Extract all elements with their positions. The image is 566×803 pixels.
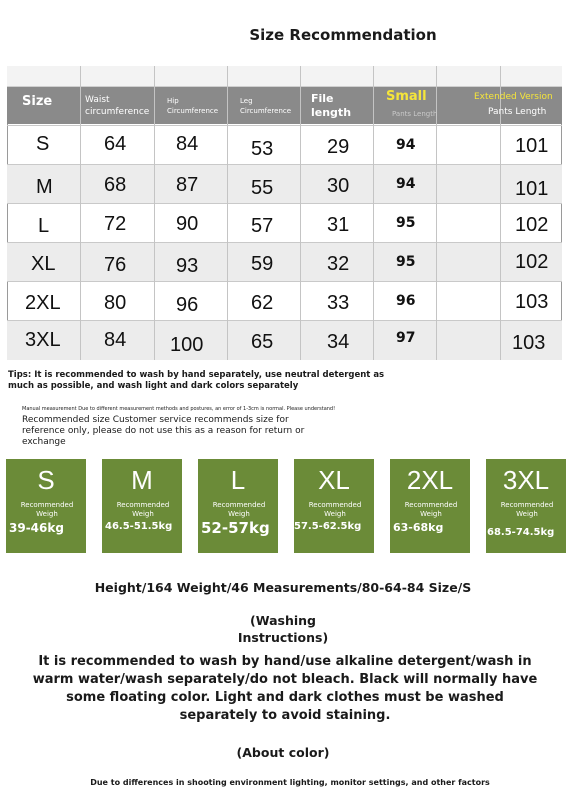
cell-hip: 84	[176, 133, 199, 155]
cell-small: 94	[396, 176, 416, 192]
cell-size: XL	[31, 253, 56, 275]
card-size: 2XL	[406, 465, 454, 495]
card-label: Recommended Weigh	[116, 501, 170, 518]
header-size: Size	[22, 94, 53, 109]
cell-leg: 53	[251, 138, 274, 160]
cell-extended: 103	[512, 332, 546, 354]
card-label: Recommended Weigh	[500, 501, 554, 518]
cell-waist: 68	[104, 174, 127, 196]
cell-hip: 87	[176, 174, 199, 196]
table-row	[7, 242, 562, 281]
card-size: 3XL	[502, 465, 550, 495]
cell-leg: 55	[251, 177, 274, 199]
card-size: M	[131, 465, 153, 495]
cell-hip: 100	[170, 334, 204, 356]
cell-leg: 62	[251, 292, 274, 314]
table-row	[7, 281, 562, 320]
column-divider	[227, 66, 228, 360]
cell-extended: 101	[515, 135, 549, 157]
cell-extended: 102	[515, 251, 549, 273]
cell-leg: 57	[251, 215, 274, 237]
header-small-sub: Pants Length	[392, 110, 438, 118]
column-divider	[80, 66, 81, 360]
cell-extended: 102	[515, 214, 549, 236]
card-size: XL	[318, 465, 350, 495]
card-weight: 63-68kg	[393, 521, 444, 534]
header-file-length: File length	[311, 92, 352, 119]
cell-waist: 80	[104, 292, 127, 314]
cell-size: L	[38, 215, 50, 237]
cell-waist: 72	[104, 213, 127, 235]
about-color-text: Due to differences in shooting environment lighting, monitor settings, and other factors	[90, 778, 490, 787]
column-divider	[373, 66, 374, 360]
cell-leg: 59	[251, 253, 274, 275]
column-divider	[300, 66, 301, 360]
table-row	[7, 164, 562, 203]
table-row	[7, 203, 562, 242]
cell-small: 97	[396, 330, 416, 346]
cell-file: 33	[327, 292, 350, 314]
weight-card-xl	[294, 459, 374, 553]
cell-size: S	[36, 133, 50, 155]
recommended-size-note: Recommended size Customer service recommends size for reference only, please do not use this as a reason for return or exchange	[22, 415, 305, 447]
cell-leg: 65	[251, 331, 274, 353]
card-size: L	[230, 465, 246, 495]
washing-heading: (Washing Instructions)	[237, 613, 329, 645]
page-title: Size Recommendation	[249, 26, 437, 44]
card-label: Recommended Weigh	[212, 501, 266, 518]
column-divider	[154, 66, 155, 360]
card-label: Recommended Weigh	[308, 501, 362, 518]
table-row	[7, 125, 562, 164]
cell-waist: 76	[104, 254, 127, 276]
card-label: Recommended Weigh	[404, 501, 458, 518]
card-weight: 39-46kg	[9, 521, 64, 535]
about-color-heading: (About color)	[236, 745, 330, 760]
weight-card-2xl	[390, 459, 470, 553]
weight-card-3xl	[486, 459, 566, 553]
cell-extended: 103	[515, 291, 549, 313]
cell-small: 94	[396, 137, 416, 153]
cell-small: 95	[396, 254, 416, 270]
header-leg: Leg Circumference	[240, 97, 292, 115]
header-hip: Hip Circumference	[167, 97, 219, 115]
table-top-strip	[7, 66, 562, 87]
weight-card-m	[102, 459, 182, 553]
card-size: S	[37, 465, 55, 495]
card-label: Recommended Weigh	[20, 501, 74, 518]
cell-file: 29	[327, 136, 350, 158]
cell-waist: 64	[104, 133, 127, 155]
table-row	[7, 320, 562, 360]
cell-file: 30	[327, 175, 350, 197]
manual-measurement-note: Manual measurement Due to different measurement methods and postures, an error of 1-3cm is normal. Please understand!	[22, 406, 336, 412]
card-weight: 57.5-62.5kg	[294, 521, 362, 532]
cell-extended: 101	[515, 178, 549, 200]
cell-hip: 93	[176, 255, 199, 277]
cell-file: 32	[327, 253, 350, 275]
card-weight: 46.5-51.5kg	[105, 521, 173, 532]
weight-card-s	[6, 459, 86, 553]
card-weight: 52-57kg	[201, 519, 270, 537]
header-small: Small	[386, 89, 427, 104]
header-waist: Waist circumference	[85, 95, 150, 117]
cell-file: 31	[327, 214, 350, 236]
cell-size: 2XL	[25, 292, 61, 314]
header-extended: Extended Version	[474, 92, 553, 102]
washing-instructions-text: It is recommended to wash by hand/use alkaline detergent/wash in warm water/wash separately/do not bleach. Black will normally have some floating color. Light and dark clothes must be washed separately to avoid staining.	[32, 654, 538, 723]
cell-hip: 96	[176, 294, 199, 316]
tips-text: Tips: It is recommended to wash by hand separately, use neutral detergent as much as possible, and wash light and dark colors separately	[8, 370, 385, 391]
model-measurements: Height/164 Weight/46 Measurements/80-64-84 Size/S	[94, 580, 472, 595]
cell-file: 34	[327, 331, 350, 353]
header-extended-sub: Pants Length	[488, 107, 547, 117]
cell-small: 96	[396, 293, 416, 309]
card-weight: 68.5-74.5kg	[487, 527, 555, 538]
weight-card-l	[198, 459, 278, 553]
cell-hip: 90	[176, 213, 199, 235]
cell-waist: 84	[104, 329, 127, 351]
cell-size: M	[36, 176, 53, 198]
cell-small: 95	[396, 215, 416, 231]
cell-size: 3XL	[25, 329, 61, 351]
